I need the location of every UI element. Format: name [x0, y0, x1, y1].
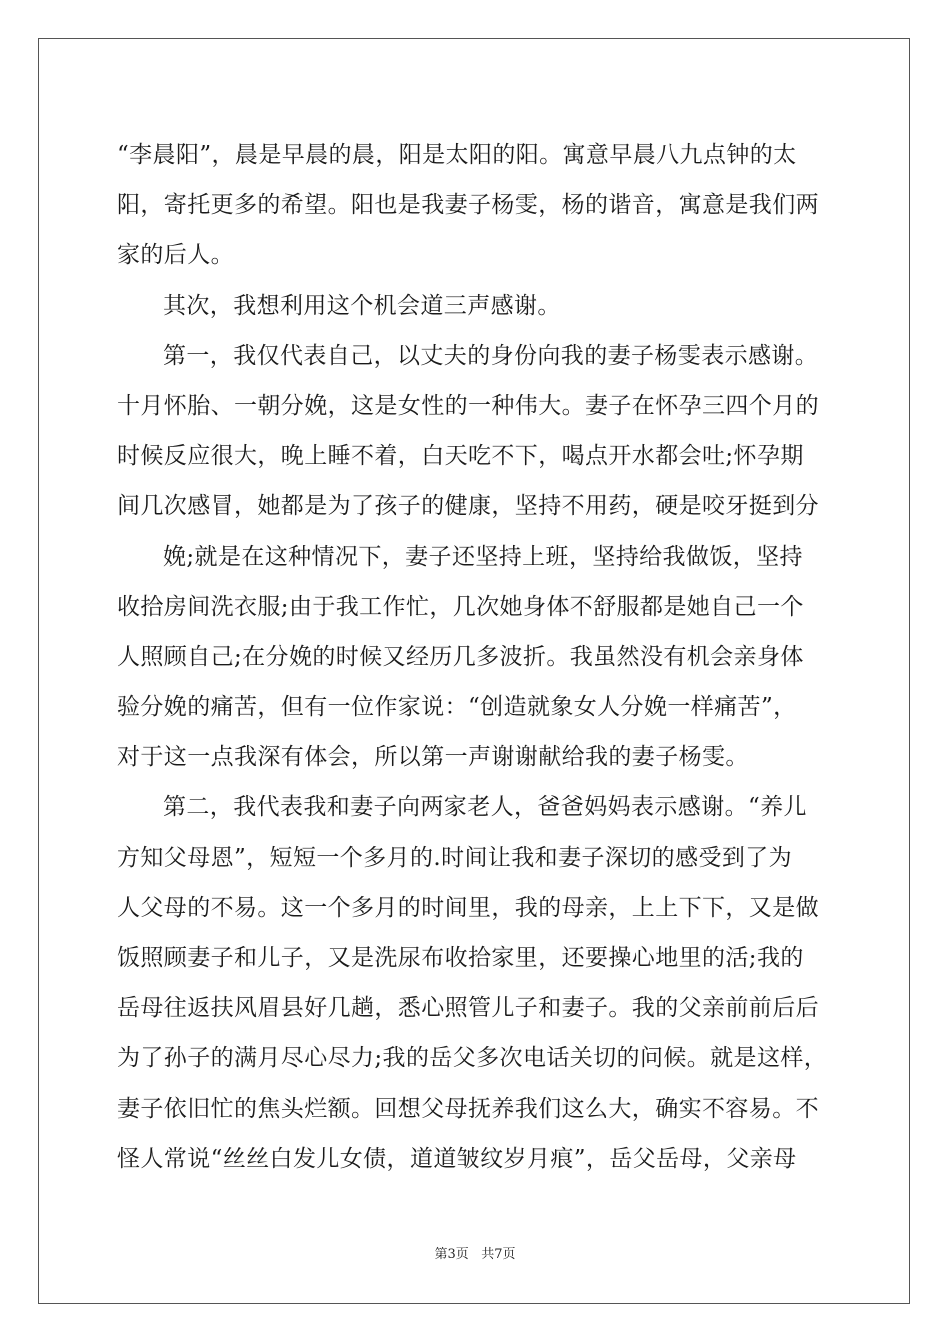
body-line: 娩;就是在这种情况下，妻子还坚持上班，坚持给我做饭，坚持	[163, 543, 803, 570]
body-line: 家的后人。	[117, 242, 234, 269]
body-line: 为了孙子的满月尽心尽力;我的岳父多次电话关切的问候。就是这样，	[117, 1045, 828, 1072]
body-line: 人照顾自己;在分娩的时候又经历几多波折。我虽然没有机会亲身体	[117, 643, 804, 670]
body-line: 怪人常说“丝丝白发儿女债，道道皱纹岁月痕”，岳父岳母，父亲母	[117, 1145, 797, 1172]
body-line: 阳，寄托更多的希望。阳也是我妻子杨雯，杨的谐音，寓意是我们两	[117, 192, 819, 219]
total-label-prefix: 共	[481, 1247, 495, 1262]
body-line: 第一，我仅代表自己，以丈夫的身份向我的妻子杨雯表示感谢。	[163, 342, 819, 369]
body-line: 妻子依旧忙的焦头烂额。回想父母抚养我们这么大，确实不容易。不	[117, 1095, 819, 1122]
body-line: 岳母往返扶风眉县好几趟，悉心照管儿子和妻子。我的父亲前前后后	[117, 995, 819, 1022]
page-label-prefix: 第	[434, 1247, 448, 1262]
page-number: 3	[447, 1247, 456, 1262]
body-line: 饭照顾妻子和儿子，又是洗尿布收拾家里，还要操心地里的活;我的	[117, 945, 804, 971]
body-line: 验分娩的痛苦，但有一位作家说：“创造就象女人分娩一样痛苦”，	[117, 694, 797, 721]
body-line: 收拾房间洗衣服;由于我工作忙，几次她身体不舒服都是她自己一个	[117, 593, 804, 620]
body-line: 十月怀胎、一朝分娩，这是女性的一种伟大。妻子在怀孕三四个月的	[117, 392, 819, 419]
body-line: 其次，我想利用这个机会道三声感谢。	[163, 292, 561, 319]
page-footer	[0, 1246, 950, 1264]
body-line: 间几次感冒，她都是为了孩子的健康，坚持不用药，硬是咬牙挺到分	[117, 493, 819, 520]
body-line: 第二，我代表我和妻子向两家老人，爸爸妈妈表示感谢。“养儿	[163, 794, 807, 821]
body-line: 方知父母恩”，短短一个多月的.时间让我和妻子深切的感受到了为	[117, 844, 793, 871]
body-line: 人父母的不易。这一个多月的时间里，我的母亲，上上下下，又是做	[117, 894, 819, 921]
document-body	[117, 130, 837, 1184]
body-line: 对于这一点我深有体会，所以第一声谢谢献给我的妻子杨雯。	[117, 744, 749, 771]
body-line: “李晨阳”，晨是早晨的晨，阳是太阳的阳。寓意早晨八九点钟的太	[117, 142, 797, 168]
body-line: 时候反应很大，晚上睡不着，白天吃不下，喝点开水都会吐;怀孕期	[117, 443, 804, 470]
total-pages: 7	[494, 1247, 503, 1262]
total-label-suffix: 页	[502, 1247, 516, 1262]
page-label-suffix: 页	[455, 1247, 469, 1262]
